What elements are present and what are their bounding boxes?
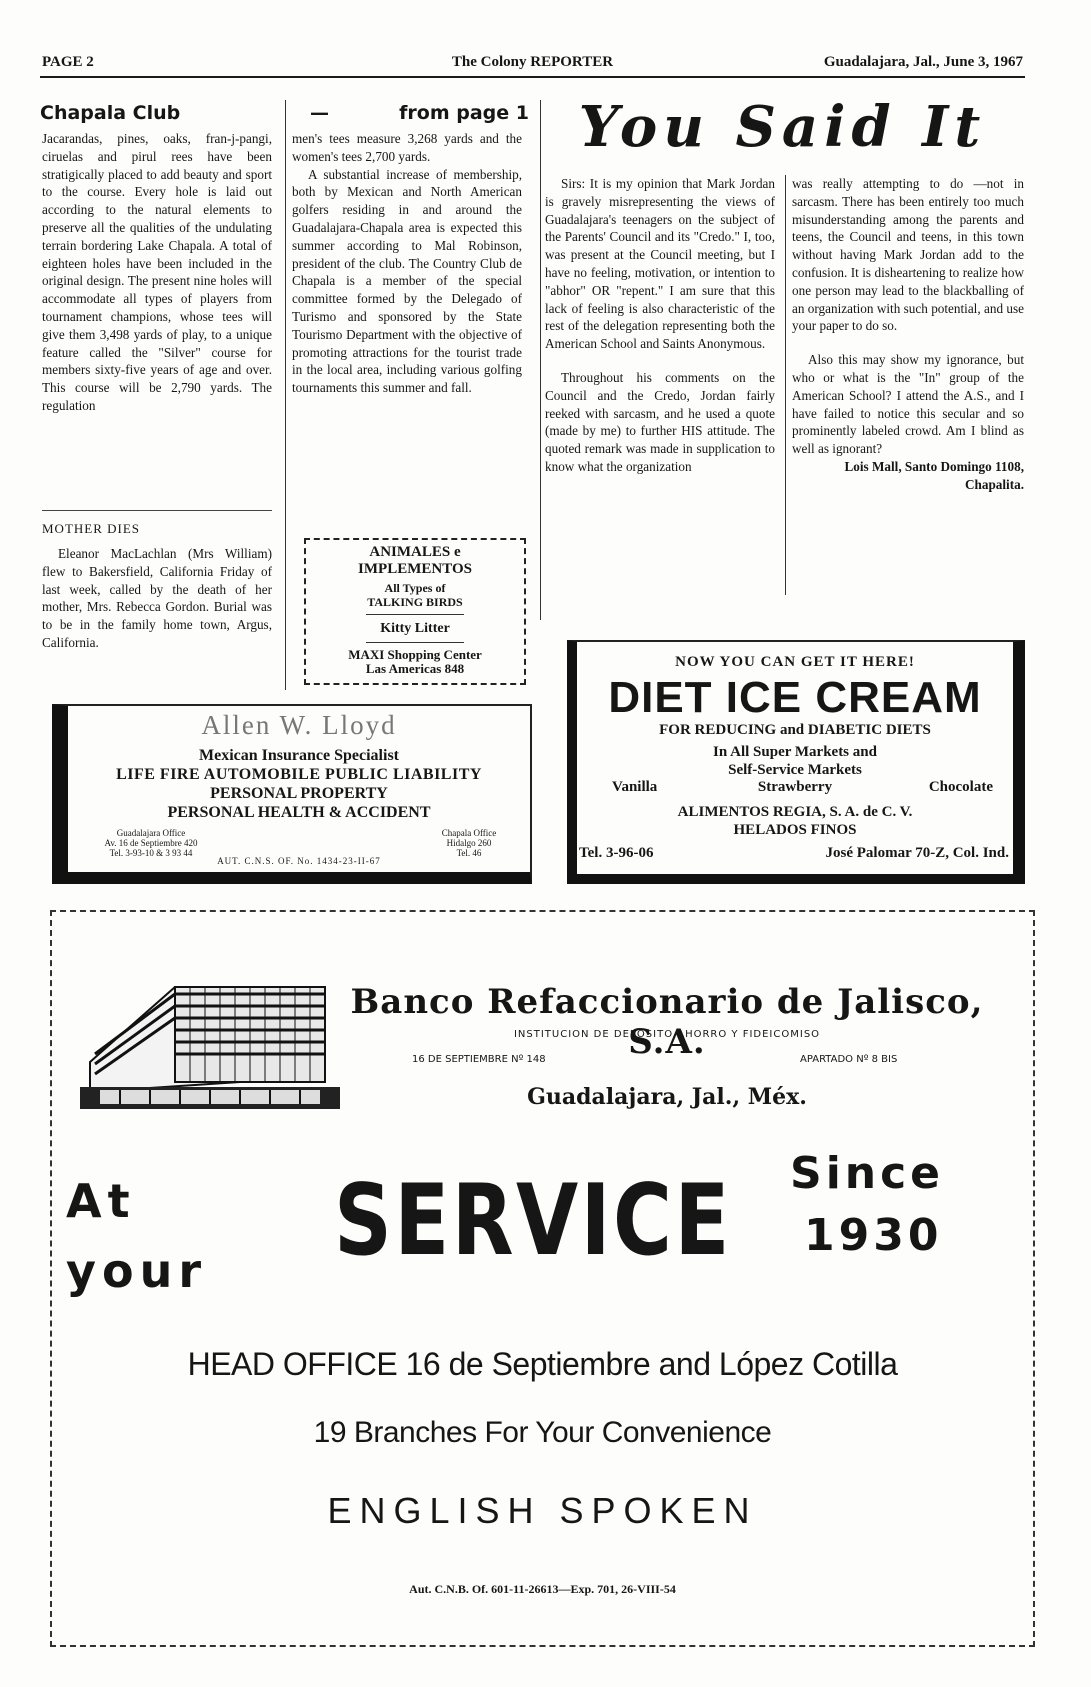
office-phone: Tel. 46 [456, 848, 482, 858]
bank-name: Banco Refaccionario de Jalisco, S.A. [350, 982, 984, 1062]
flavor-vanilla: Vanilla [612, 779, 658, 795]
mother-dies-head: MOTHER DIES [42, 521, 141, 536]
chapala-text-1: Jacarandas, pines, oaks, fran-​j-pangi, ciruelas and pirul rees have been stratigically placed to add beauty and sport to the course. Every hole is laid out according to the natural elements to preserve all the qualities of the undulating terrain bordering Lake Chapala. A total of eighteen holes have been included in the original design. The present nine holes will accommodate all types of players from tournament champions, whose tees will give them 3,498 yards of play, to a unique feature called the "Silver" course for members sixty-five years of age and over. This course will be 2,790 yards. The regulation [42, 131, 272, 413]
animales-l4: TALKING BIRDS [366, 595, 464, 615]
letters-column-2 [792, 175, 1024, 494]
office-address: Av. 16 de Septiembre 420 [104, 838, 198, 848]
chapala-head-right: from page 1 [399, 102, 529, 124]
lloyd-office-chapala [414, 828, 524, 858]
diet-line-1: In All Super Markets and [713, 744, 877, 760]
column-rule [540, 100, 541, 620]
lloyd-line-3: PERSONAL HEALTH & ACCIDENT [167, 804, 431, 821]
mother-dies-article [42, 510, 272, 652]
bank-authorization: Aut. C.N.B. Of. 601-11-26613—Exp. 701, 26-VIII-54 [409, 1582, 676, 1596]
chapala-column-2 [292, 130, 522, 397]
flavor-strawberry: Strawberry [757, 779, 833, 795]
letter-signature: Lois Mall, Santo Domingo 1108, Chapalita. [844, 458, 1024, 492]
diet-company-2: HELADOS FINOS [733, 822, 857, 838]
letter-text-2: was really attempting to do —not in sarcasm. There has been entirely too much misunderstanding among the parents and teens, the Council and teens, in this town without having Mark Jordan add to the confusion. It is disheartening to realize how one person may lead to the blackballing of an organization with such potential, and use your paper to do so. [792, 176, 1024, 334]
lloyd-insurance-ad [52, 704, 532, 884]
chapala-head-dash: — [310, 102, 329, 124]
diet-line-2: Self-Service Markets [728, 762, 862, 778]
branches-line: 19 Branches For Your Convenience [313, 1416, 772, 1449]
letters-column-1 [545, 175, 775, 476]
column-rule [285, 100, 286, 690]
page-number: PAGE 2 [42, 54, 94, 70]
animales-l3: All Types of [384, 581, 446, 595]
lloyd-title: Mexican Insurance Specialist [199, 747, 399, 764]
diet-ice-cream-ad [567, 640, 1025, 884]
mother-dies-body: Eleanor MacLachlan (Mrs William) flew to Bakersfield, California Friday of last week, called by the death of her mother, Mrs. Rebecca Gordon. Burial was to be in the family home town, Argus, California. [42, 546, 272, 650]
bank-building-illustration [80, 942, 350, 1117]
office-address: Hidalgo 260 [446, 838, 492, 848]
head-office: HEAD OFFICE 16 de Septiembre and López Cotilla [187, 1346, 898, 1382]
letter-text-1b: Throughout his comments on the Council and the Credo, Jordan fairly reeked with sarcasm, and he used a quote (made by me) to further HIS attitude. The quoted remark was made in supplication to know what the organization [545, 369, 775, 474]
office-phone: Tel. 3-93-10 & 3 93 44 [109, 848, 193, 858]
diet-address: José Palomar 70-Z, Col. Ind. [825, 845, 1009, 861]
lloyd-office-gdl [76, 828, 226, 858]
dateline: Guadalajara, Jal., June 3, 1967 [823, 54, 1023, 70]
slogan-year: 1930 [804, 1210, 943, 1261]
masthead [40, 50, 1025, 78]
chapala-head-left: Chapala Club [40, 102, 181, 124]
animales-l5: Kitty Litter [366, 621, 464, 643]
bank-po-box: APARTADO Nº 8 BIS [800, 1054, 898, 1065]
slogan-at: At [66, 1174, 136, 1228]
office-name: Guadalajara Office [116, 828, 186, 838]
slogan-service: SERVICE [334, 1164, 732, 1278]
column-rule [785, 175, 786, 595]
chapala-column-1 [42, 130, 272, 415]
banco-refaccionario-ad [50, 910, 1035, 1647]
animales-l7: Las Americas 848 [365, 661, 465, 676]
animales-l1: ANIMALES e [369, 544, 461, 560]
lloyd-line-1: LIFE FIRE AUTOMOBILE PUBLIC LIABILITY [116, 766, 482, 783]
lloyd-line-2: PERSONAL PROPERTY [210, 785, 388, 802]
chapala-text-2: men's tees measure 3,268 yards and the women's tees 2,700 yards. [292, 131, 522, 164]
slogan-your: your [66, 1244, 208, 1298]
diet-company-1: ALIMENTOS REGIA, S. A. de C. V. [677, 804, 913, 820]
slogan-since: Since [790, 1148, 945, 1199]
chapala-text-2b: A substantial increase of membership, both by Mexican and North American golfers residing in and around the Guadalajara-Chapala area is expected this summer according to Mal Robinson, president of the club. The Country Club de Chapala is a member of the special committee formed by the Delegado of Turismo and sponsored by the State Tourismo Department with the objective of promoting attractions for the tourist trade in the local area, including various golfing tournaments this summer and fall. [292, 166, 522, 396]
diet-flavors [577, 779, 1013, 799]
bank-address: 16 DE SEPTIEMBRE Nº 148 [412, 1054, 546, 1065]
diet-headline: DIET ICE CREAM [608, 673, 982, 722]
animales-l2: IMPLEMENTOS [358, 561, 472, 577]
letter-text-1: Sirs: It is my opinion that Mark Jordan is gravely misrepresenting the views of Guadalajara's teenagers on the subject of the Parents' Council and its "Credo." I, too, was present at the Council meeting, but I have no feeling, motivation, or intention to "abhor" OR "repent." I am sure that this lack of feeling is also characteristic of the rest of the delegation representing both the American School and Saints Anonymous. [545, 176, 775, 352]
you-said-it-title: You Said It [578, 94, 987, 160]
lloyd-name: Allen W. Lloyd [201, 710, 397, 740]
english-spoken: ENGLISH SPOKEN [327, 1490, 758, 1531]
animales-ad [304, 538, 526, 685]
diet-contact [577, 845, 1013, 867]
letter-text-2b: Also this may show my ignorance, but who or what is the "In" group of the American School? I attend the A.S., and I have failed to notice this secular and so prominently labeled crowd. Am I blind as well as ignorant? [792, 352, 1024, 457]
diet-subhead: FOR REDUCING and DIABETIC DIETS [659, 722, 931, 738]
flavor-chocolate: Chocolate [928, 779, 993, 795]
lloyd-authorization: AUT. C.N.S. OF. No. 1434-23-II-67 [217, 856, 381, 866]
newspaper-name: The Colony REPORTER [451, 54, 614, 70]
bank-city: Guadalajara, Jal., Méx. [527, 1084, 807, 1110]
animales-l6: MAXI Shopping Center [348, 647, 482, 662]
diet-top-line: NOW YOU CAN GET IT HERE! [675, 654, 915, 670]
office-name: Chapala Office [441, 828, 497, 838]
bank-tagline: INSTITUCION DE DEPOSITO AHORRO Y FIDEICOMISO [513, 1029, 821, 1040]
diet-phone: Tel. 3-96-06 [579, 845, 654, 861]
